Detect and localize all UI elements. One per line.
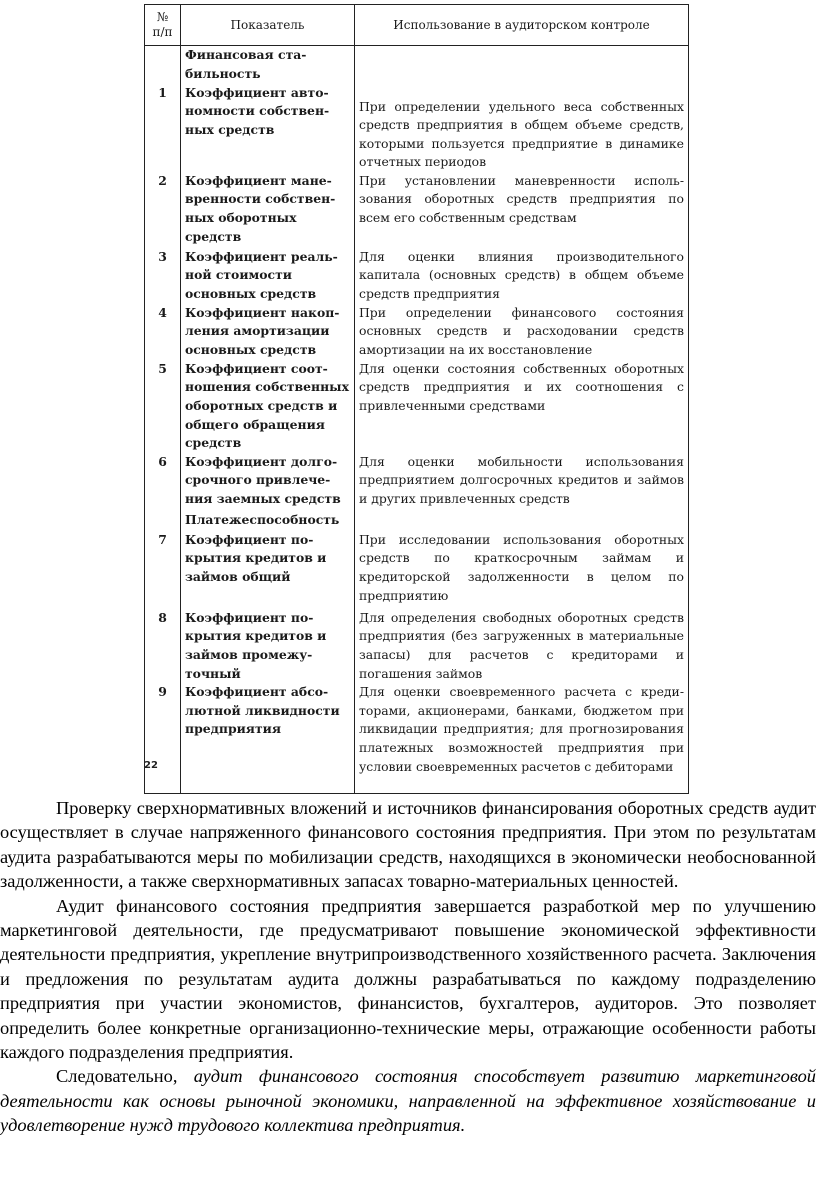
section-row-solvency xyxy=(145,511,689,531)
row-indicator: Коэффициент покрытия кредитов и займов промежуточный xyxy=(181,609,355,683)
table-row xyxy=(145,609,689,683)
row-usage: Для оценки влияния производительного капитала (основных средств) в общем объеме средств предприятия xyxy=(355,248,689,304)
scanned-table-image xyxy=(144,4,688,774)
audit-indicators-table xyxy=(144,4,689,794)
header-indicator: Показатель xyxy=(181,5,355,46)
table-row xyxy=(145,531,689,609)
table-row xyxy=(145,360,689,453)
table-row xyxy=(145,248,689,304)
table-row xyxy=(145,84,689,172)
row-indicator: Коэффициент маневренности собственных оборотных средств xyxy=(181,172,355,248)
table-header-row xyxy=(145,5,689,46)
page-number-mark: 22 xyxy=(144,760,158,771)
row-usage: Для оценки своевременного расчета с кредиторами, акционерами, банками, бюджетом при ликвидации предприятия; для прогнозирования платежных возможностей предприятия при условии своевременных расчетов с дебиторами xyxy=(355,683,689,793)
header-number: № п/п xyxy=(145,5,181,46)
row-indicator: Коэффициент абсолютной ликвидности предприятия xyxy=(181,683,355,793)
row-number: 6 xyxy=(145,453,181,511)
table-row xyxy=(145,172,689,248)
row-usage: При определении финансового состояния основных средств и расходовании средств амортизации на их восстановление xyxy=(355,304,689,360)
paragraph-3 xyxy=(0,1064,816,1137)
row-usage: При установлении маневренности использования оборотных средств предприятия по всем его собственным средствам xyxy=(355,172,689,248)
paragraph-3-conclusion: аудит финансового состояния способствует развитию маркетинговой деятельности как основы рыночной экономики, направленной на эффективное хозяйствование и удовлетворение нужд трудового коллектива предприятия. xyxy=(0,1066,816,1136)
row-usage: При исследовании использования оборотных средств по краткосрочным займам и кредиторской задолженности в целом по предприятию xyxy=(355,531,689,609)
row-number: 4 xyxy=(145,304,181,360)
section-label: Финансовая стабильность xyxy=(181,46,355,84)
table-row xyxy=(145,453,689,511)
row-indicator: Коэффициент автономности собственных средств xyxy=(181,84,355,172)
row-number: 9 xyxy=(145,683,181,793)
row-indicator: Коэффициент долгосрочного привлечения заемных средств xyxy=(181,453,355,511)
row-indicator: Коэффициент соотношения собственных оборотных средств и общего обращения средств xyxy=(181,360,355,453)
paragraph-3-lead: Следовательно, xyxy=(56,1066,194,1087)
header-usage: Использование в аудиторском контроле xyxy=(355,5,689,46)
row-indicator: Коэффициент накопления амортизации основных средств xyxy=(181,304,355,360)
paragraph-2: Аудит финансового состояния предприятия завершается разработкой мер по улучшению маркетинговой деятельности, где предусматривают повышение экономической эффективности деятельности предприятия, укрепление внутрипроизводственного хозяйственного расчета. Заключения и предложения по результатам аудита должны разрабатываться по каждому подразделению предприятия при участии экономистов, финансистов, бухгалтеров, аудиторов. Это позволяет определить более конкретные организационно-технические меры, отражающие особенности работы каждого подразделения предприятия. xyxy=(0,895,816,1063)
row-number: 1 xyxy=(145,84,181,172)
table-row xyxy=(145,304,689,360)
section-label: Платежеспособность xyxy=(181,511,355,531)
row-usage: Для определения свободных оборотных средств предприятия (без загруженных в материальные запасы) для расчетов с кредиторами и погашения займов xyxy=(355,609,689,683)
body-text xyxy=(0,796,816,1138)
row-indicator: Коэффициент покрытия кредитов и займов общий xyxy=(181,531,355,609)
paragraph-1: Проверку сверхнормативных вложений и источников финансирования оборотных средств аудит осуществляет в случае напряженного финансового состояния предприятия. При этом по результатам аудита разрабатываются меры по мобилизации средств, находящихся в экономически необоснованной задолженности, а также сверхнормативных запасах товарно-материальных ценностей. xyxy=(0,798,816,892)
row-indicator: Коэффициент реальной стоимости основных средств xyxy=(181,248,355,304)
row-usage: При определении удельного веса собственных средств предприятия в общем объеме средств, которыми пользуется предприятие в динамике отчетных периодов xyxy=(355,84,689,172)
row-usage: Для оценки состояния собственных оборотных средств предприятия и их соотношения с привлеченными средствами xyxy=(355,360,689,453)
row-number: 7 xyxy=(145,531,181,609)
row-usage: Для оценки мобильности использования предприятием долгосрочных кредитов и займов и других привлеченных средств xyxy=(355,453,689,511)
row-number: 2 xyxy=(145,172,181,248)
section-row-financial-stability xyxy=(145,46,689,84)
row-number: 3 xyxy=(145,248,181,304)
table-row xyxy=(145,683,689,793)
row-number: 5 xyxy=(145,360,181,453)
row-number: 8 xyxy=(145,609,181,683)
